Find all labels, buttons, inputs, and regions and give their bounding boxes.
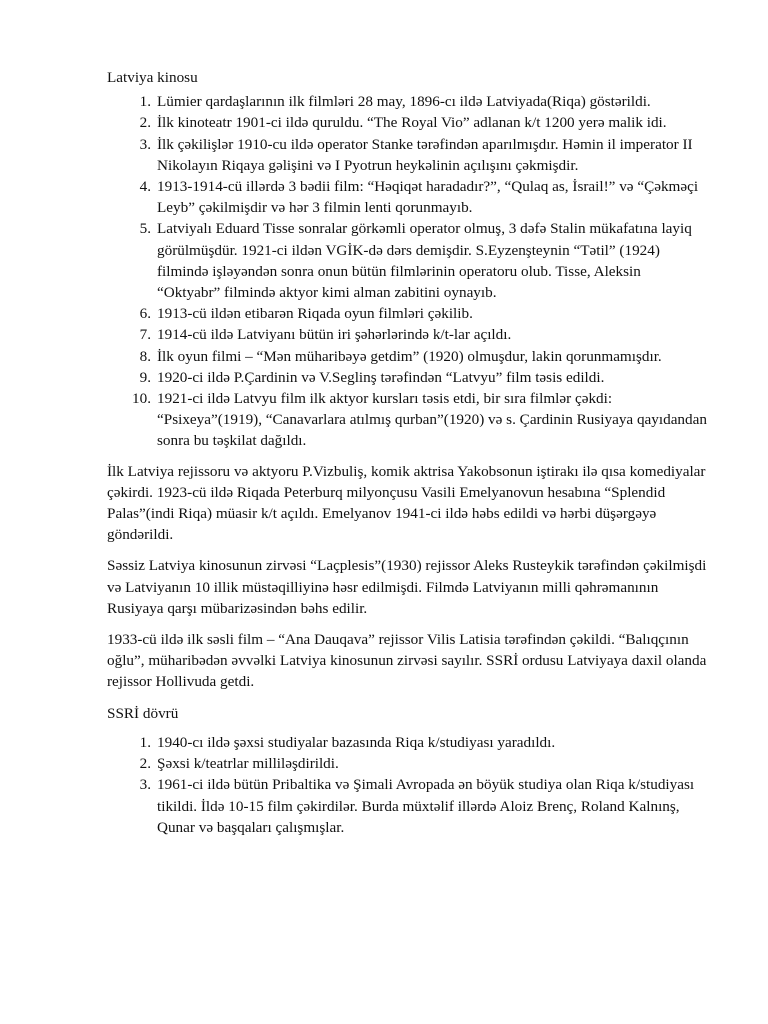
list-item — [107, 732, 707, 753]
list-item — [107, 134, 707, 176]
list-item — [107, 176, 707, 218]
list-text: Şəxsi k/teatrlar milliləşdirildi. — [157, 755, 339, 773]
list-text: 1940-cı ildə şəxsi studiyalar bazasında Riqa k/studiyası yaradıldı. — [157, 733, 556, 751]
list-text: Lümier qardaşlarının ilk filmləri 28 may, 1896-cı ildə Latviyada(Riqa) göstərildi. — [157, 93, 651, 111]
list-text: 1920-ci ildə P.Çardinin və V.Seglinş tərəfindən “Latvyu” film təsis edildi. — [157, 368, 605, 386]
list-number: 4. — [139, 178, 151, 196]
paragraph-first-sound-film: 1933-cü ildə ilk səsli film – “Ana Dauqava” rejissor Vilis Latisia tərəfindən çəkildi. “Balıqçının oğlu”, müharibədən əvvəlki Latviya kinosunun zirvəsi sayılır. SSRİ ordusu Latviyaya daxil olanda rejissor Hollivuda getdi. — [107, 631, 707, 691]
list-item — [107, 112, 707, 133]
list-item — [107, 303, 707, 324]
list-number: 5. — [139, 220, 151, 238]
list-text: Latviyalı Eduard Tisse sonralar görkəmli operator olmuş, 3 dəfə Stalin mükafatına layiq görülmüşdür. 1921-ci ildən VGİK-də dərs demişdir. S.Eyzenşteynin “Tətil” (1924) filmində işləyəndən sonra onun bütün filmlərinin operatoru olub. Tisse, Aleksin “Oktyabr” filmində aktyor kimi alman zabitini oynayıb. — [157, 220, 692, 302]
list-text: İlk kinoteatr 1901-ci ildə quruldu. “The Royal Vio” adlanan k/t 1200 yerə malik idi. — [157, 114, 667, 132]
list-item — [107, 367, 707, 388]
list-text: İlk çəkilişlər 1910-cu ildə operator Stanke tərəfindən aparılmışdır. Həmin il imperator II Nikolayın Riqaya gəlişini və I Pyotrun heykəlinin açılışını çəkmişdir. — [157, 135, 693, 174]
list-number: 10. — [132, 390, 151, 408]
paragraph-silent-cinema: Səssiz Latviya kinosunun zirvəsi “Laçplesis”(1930) rejissor Aleks Rusteykik tərəfindən çəkilmişdi və Latviyanın 10 illik müstəqilliyinə həsr edilmişdi. Filmdə Latviyanın milli qəhrəmanının Rusiyaya qarşı mübarizəsindən bəhs edilir. — [107, 557, 707, 617]
list-number: 3. — [139, 135, 151, 153]
section-heading-ussr-period: SSRİ dövrü — [107, 704, 179, 722]
list-number: 1. — [139, 93, 151, 111]
list-number: 8. — [139, 347, 151, 365]
list-number: 6. — [139, 305, 151, 323]
list-number: 2. — [139, 114, 151, 132]
list-number: 2. — [139, 755, 151, 773]
list-text: 1961-ci ildə bütün Pribaltika və Şimali Avropada ən böyük studiya olan Riqa k/studiyası tikildi. İldə 10-15 film çəkirdilər. Burda müxtəlif illərdə Aloiz Brenç, Roland Kalnınş, Qunar və başqaları çalışmışlar. — [157, 776, 695, 836]
list-item — [107, 91, 707, 112]
list-text: 1913-cü ildən etibarən Riqada oyun filmləri çəkilib. — [157, 305, 473, 323]
list-text: 1921-ci ildə Latvyu film ilk aktyor kursları təsis etdi, bir sıra filmlər çəkdi: “Psixeya”(1919), “Canavarlara atılmış qurban”(1920) və s. Çardinin Rusiyaya qayıdandan sonra bu təşkilat dağıldı. — [157, 390, 707, 450]
list-text: İlk oyun filmi – “Mən müharibəyə getdim” (1920) olmuşdur, lakin qorunmamışdır. — [157, 347, 662, 365]
list-number: 3. — [139, 776, 151, 794]
list-item — [107, 753, 707, 774]
list-text: 1914-cü ildə Latviyanı bütün iri şəhərlərində k/t-lar açıldı. — [157, 326, 512, 344]
section-heading-latvian-cinema: Latviya kinosu — [107, 69, 198, 86]
list-text: 1913-1914-cü illərdə 3 bədii film: “Həqiqət haradadır?”, “Qulaq as, İsrail!” və “Çəkməçi Leyb” çəkilmişdir və hər 3 filmin lenti qorunmayıb. — [157, 178, 699, 217]
document-page — [107, 67, 707, 838]
list-item — [107, 388, 707, 452]
list-item — [107, 218, 707, 303]
list-item — [107, 324, 707, 345]
list-item — [107, 346, 707, 367]
history-list — [107, 91, 707, 451]
list-number: 7. — [139, 326, 151, 344]
list-item — [107, 774, 707, 838]
list-number: 9. — [139, 368, 151, 386]
paragraph-first-director: İlk Latviya rejissoru və aktyoru P.Vizbuliş, komik aktrisa Yakobsonun iştirakı ilə qısa komediyalar çəkirdi. 1923-cü ildə Riqada Peterburq milyonçusu Vasili Emelyanovun hesabına “Splendid Palas”(indi Riqa) müasir k/t açıldı. Emelyanov 1941-ci ildə həbs edildi və hərbi düşərgəyə göndərildi. — [107, 462, 706, 544]
ussr-list — [107, 732, 707, 838]
list-number: 1. — [139, 733, 151, 751]
